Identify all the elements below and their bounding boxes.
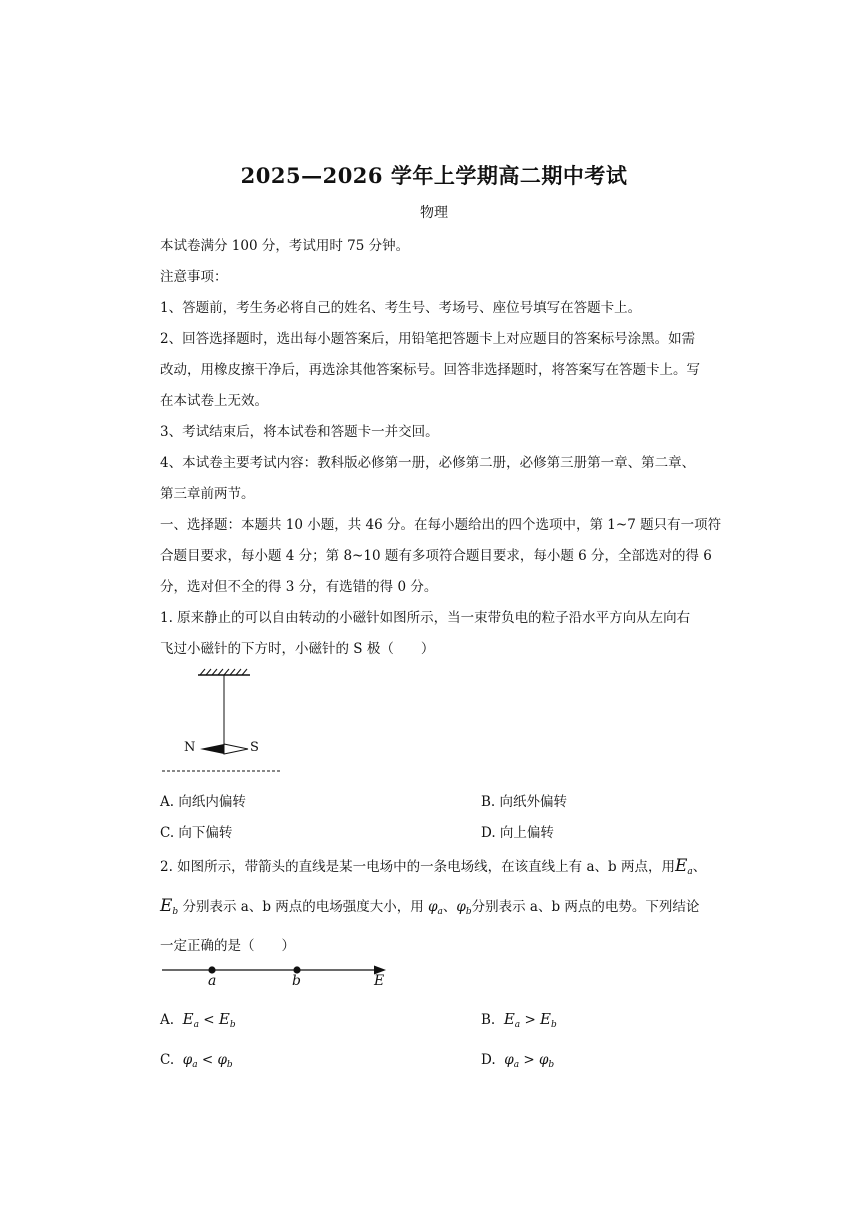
q2-stem-sep-2: 、	[442, 899, 457, 915]
q2-option-a-op: <	[203, 1012, 215, 1028]
q1-magnet-figure	[160, 665, 290, 775]
q2-option-b-prefix: B.	[481, 1012, 496, 1028]
point-b-label: b	[292, 973, 301, 989]
notes-heading: 注意事项：	[160, 269, 228, 285]
q2-eb-symbol: E	[160, 896, 173, 916]
q2-stem-text-1: 2. 如图所示，带箭头的直线是某一电场中的一条电场线，在该直线上有 a、b 两点，用	[160, 859, 675, 875]
q2-option-b-lhs: E	[503, 1010, 515, 1028]
q2-stem-text-3: 分别表示 a、b 两点的电势。下列结论	[471, 899, 700, 915]
q2-option-c-rhs: φ	[217, 1052, 227, 1068]
q2-field-line-figure	[160, 962, 400, 982]
q2-option-a-lhs: E	[182, 1010, 194, 1028]
q2-option-c-lsub: a	[192, 1060, 198, 1070]
q2-option-c-rsub: b	[226, 1060, 233, 1070]
q1-stem-line-1: 1. 原来静止的可以自由转动的小磁针如图所示，当一束带负电的粒子沿水平方向从左向右	[160, 610, 691, 626]
note-2-line-2: 改动，用橡皮擦干净后，再选涂其他答案标号。回答非选择题时，将答案写在答题卡上。写	[160, 362, 700, 378]
q1-option-d[interactable]: D. 向上偏转	[481, 825, 554, 841]
note-3: 3、考试结束后，将本试卷和答题卡一并交回。	[160, 424, 439, 440]
q2-phib-subscript: b	[465, 907, 472, 917]
q2-stem-line-1	[160, 855, 720, 877]
section-1-line-3: 分，选对但不全的得 3 分，有选错的得 0 分。	[160, 579, 438, 595]
q2-phib-symbol: φ	[456, 899, 466, 915]
q2-option-d-prefix: D.	[481, 1052, 496, 1068]
needle-n-label: N	[184, 740, 196, 755]
point-a-label: a	[208, 973, 217, 989]
q2-phia-symbol: φ	[428, 899, 438, 915]
q2-option-c[interactable]	[160, 1052, 233, 1070]
q2-option-d-lsub: a	[513, 1060, 520, 1070]
q2-stem-line-2	[160, 895, 720, 917]
q2-stem-text-2: 分别表示 a、b 两点的电场强度大小，用	[182, 899, 424, 915]
q2-option-d-rhs: φ	[538, 1052, 549, 1068]
q2-option-d[interactable]	[481, 1052, 554, 1070]
q2-option-c-prefix: C.	[160, 1052, 175, 1068]
q2-option-b[interactable]	[481, 1010, 557, 1030]
q2-option-b-rhs: E	[540, 1010, 551, 1028]
q2-option-c-op: <	[201, 1052, 214, 1068]
q2-option-d-lhs: φ	[504, 1052, 514, 1068]
q2-option-d-op: >	[523, 1052, 535, 1068]
q2-option-d-rsub: b	[548, 1060, 555, 1070]
note-2-line-3: 在本试卷上无效。	[160, 393, 268, 409]
section-1-line-1: 一、选择题：本题共 10 小题，共 46 分。在每小题给出的四个选项中，第 1~7 题只有一项符	[160, 517, 722, 533]
q2-option-c-lhs: φ	[182, 1052, 193, 1068]
q2-ea-symbol: E	[674, 856, 688, 876]
q2-option-a-lsub: a	[193, 1020, 199, 1030]
q2-ea-subscript: a	[687, 867, 693, 877]
q2-option-b-rsub: b	[551, 1020, 557, 1030]
q2-phia-subscript: a	[437, 907, 443, 917]
scoring-info: 本试卷满分 100 分，考试用时 75 分钟。	[160, 238, 410, 254]
q2-option-a-rsub: b	[229, 1020, 236, 1030]
needle-s-label: S	[250, 740, 259, 755]
q1-option-a[interactable]: A. 向纸内偏转	[160, 794, 246, 810]
note-4-line-1: 4、本试卷主要考试内容：教科版必修第一册，必修第二册，必修第三册第一章、第二章、	[160, 455, 696, 471]
q2-option-a-prefix: A.	[160, 1012, 175, 1028]
q2-option-a[interactable]	[160, 1010, 236, 1030]
note-4-line-2: 第三章前两节。	[160, 486, 255, 502]
exam-subject: 物理	[420, 205, 448, 221]
q1-option-b[interactable]: B. 向纸外偏转	[481, 794, 568, 810]
q2-option-b-lsub: a	[514, 1020, 521, 1030]
q2-option-a-rhs: E	[218, 1010, 230, 1028]
q1-option-c[interactable]: C. 向下偏转	[160, 825, 233, 841]
q2-option-b-op: >	[524, 1012, 536, 1028]
q2-eb-subscript: b	[172, 907, 179, 917]
note-1: 1、答题前，考生务必将自己的姓名、考生号、考场号、座位号填写在答题卡上。	[160, 300, 642, 316]
field-e-label: E	[374, 973, 385, 989]
section-1-line-2: 合题目要求，每小题 4 分；第 8~10 题有多项符合题目要求，每小题 6 分，全部选对的得 6	[160, 548, 712, 564]
q2-stem-line-3: 一定正确的是（ ）	[160, 938, 295, 954]
note-2-line-1: 2、回答选择题时，选出每小题答案后，用铅笔把答题卡上对应题目的答案标号涂黑。如需	[160, 331, 696, 347]
exam-title: 2025—2026 学年上学期高二期中考试	[240, 163, 628, 188]
q2-stem-sep: 、	[692, 859, 707, 875]
q1-stem-line-2: 飞过小磁针的下方时，小磁针的 S 极（ ）	[160, 641, 435, 657]
